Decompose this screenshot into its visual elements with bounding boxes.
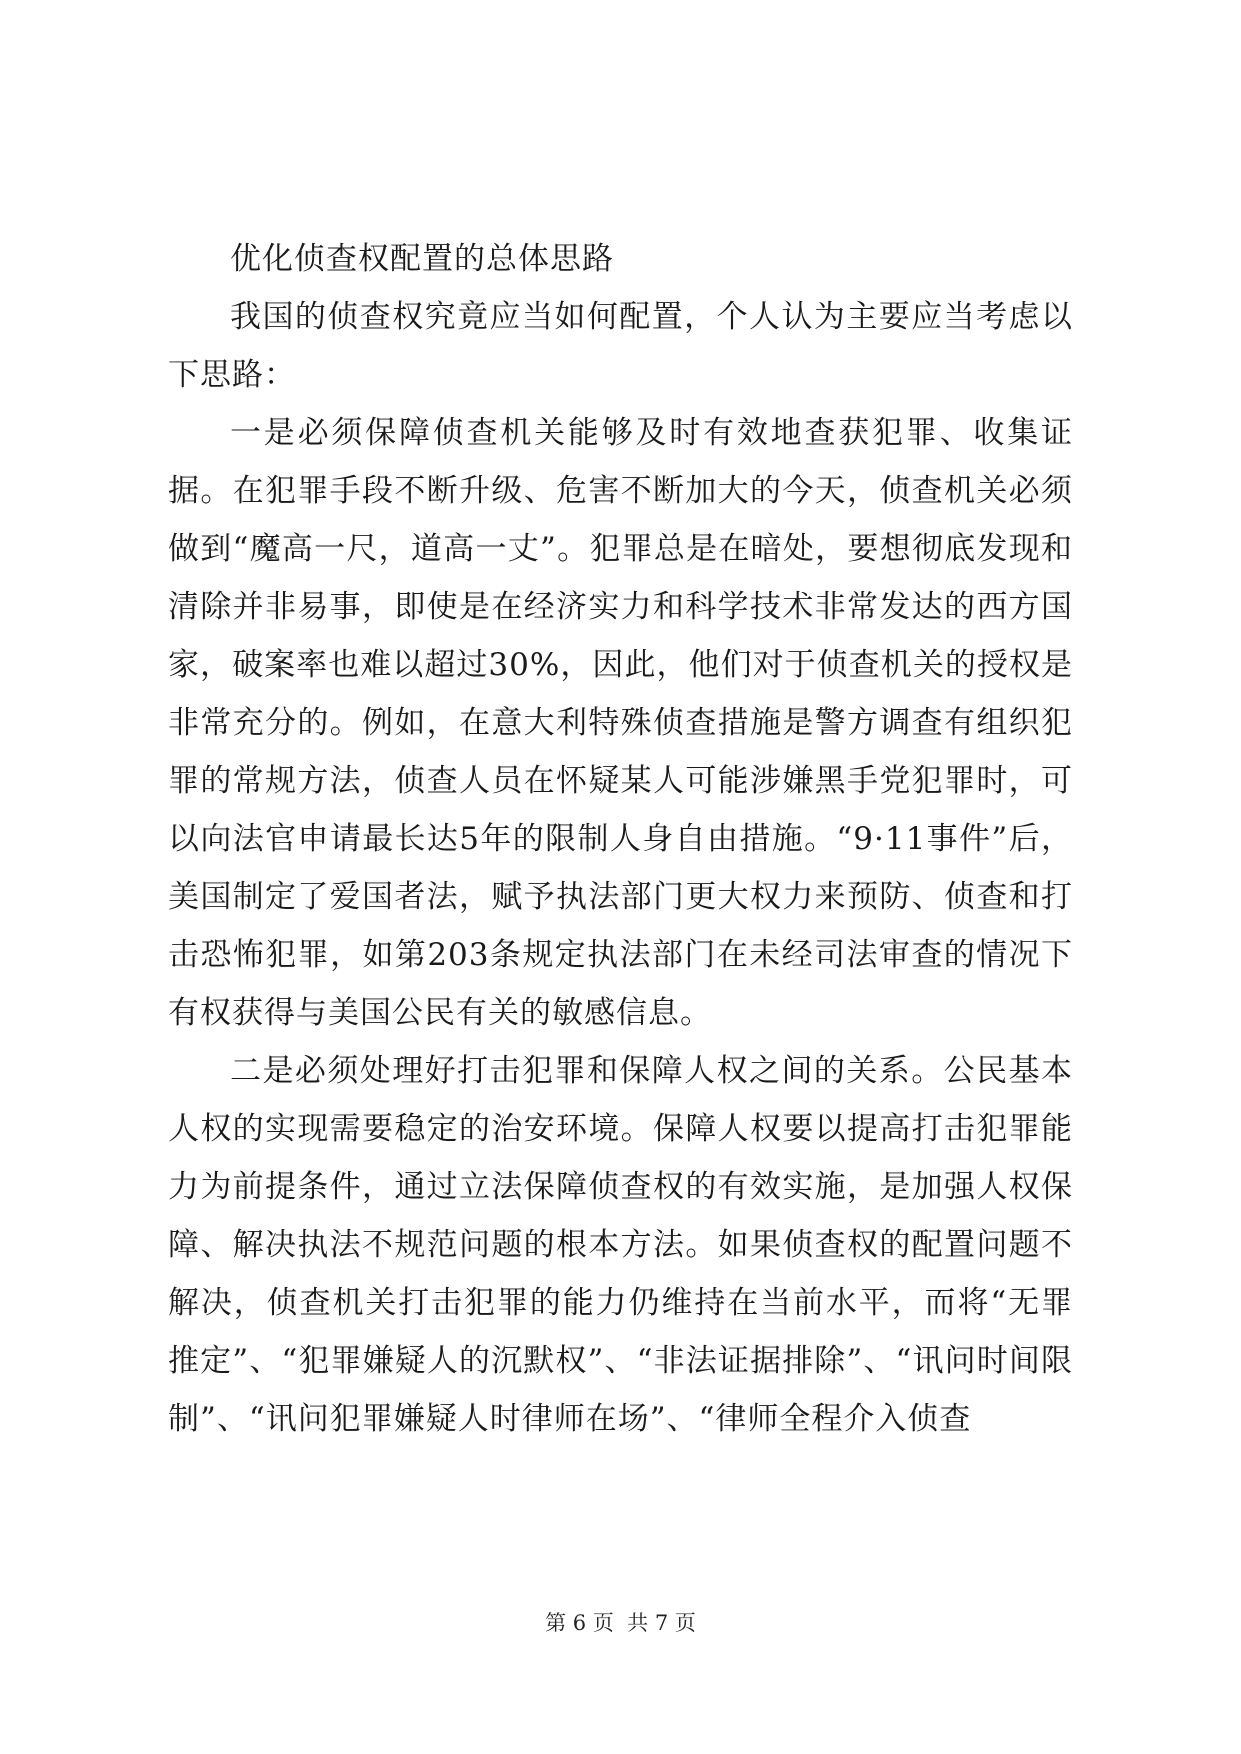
paragraph-intro: 我国的侦查权究竟应当如何配置，个人认为主要应当考虑以下思路：: [168, 299, 1073, 393]
section-heading: 优化侦查权配置的总体思路: [230, 241, 614, 277]
page-footer: [0, 1607, 1241, 1637]
page-number-label: 第 6 页 共 7 页: [545, 1611, 696, 1635]
paragraph-point-two: 二是必须处理好打击犯罪和保障人权之间的关系。公民基本人权的实现需要稳定的治安环境。保障人权要以提高打击犯罪能力为前提条件，通过立法保障侦查权的有效实施，是加强人权保障、解决执法不规范问题的根本方法。如果侦查权的配置问题不解决，侦查机关打击犯罪的能力仍维持在当前水平，而将“无罪推定”、“犯罪嫌疑人的沉默权”、“非法证据排除”、“讯问时间限制”、“讯问犯罪嫌疑人时律师在场”、“律师全程介入侦查: [168, 1053, 1073, 1437]
document-body: [168, 230, 1073, 1448]
paragraph-point-one: 一是必须保障侦查机关能够及时有效地查获犯罪、收集证据。在犯罪手段不断升级、危害不断加大的今天，侦查机关必须做到“魔高一尺，道高一丈”。犯罪总是在暗处，要想彻底发现和清除并非易事，即使是在经济实力和科学技术非常发达的西方国家，破案率也难以超过30%，因此，他们对于侦查机关的授权是非常充分的。例如，在意大利特殊侦查措施是警方调查有组织犯罪的常规方法，侦查人员在怀疑某人可能涉嫌黑手党犯罪时，可以向法官申请最长达5年的限制人身自由措施。“9·11事件”后，美国制定了爱国者法，赋予执法部门更大权力来预防、侦查和打击恐怖犯罪，如第203条规定执法部门在未经司法审查的情况下有权获得与美国公民有关的敏感信息。: [168, 415, 1073, 1031]
